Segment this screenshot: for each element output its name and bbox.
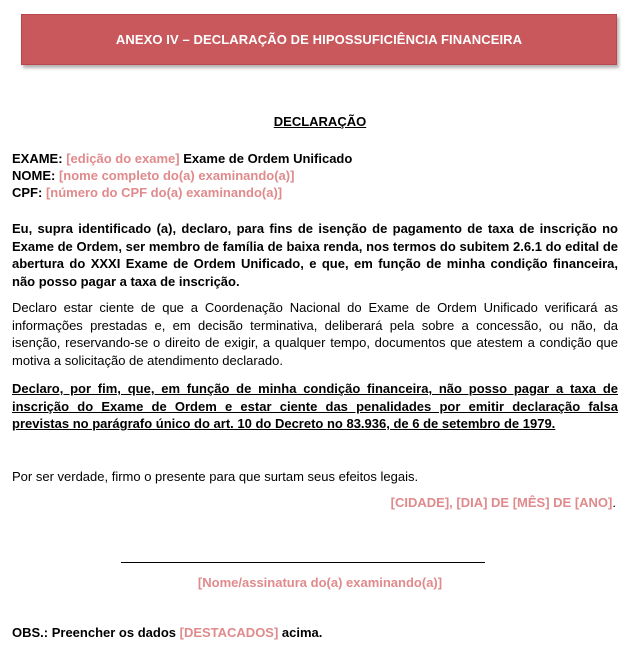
declaration-title: DECLARAÇÃO: [273, 114, 367, 129]
paragraph-3: Declaro, por fim, que, em função de minha condição financeira, não posso pagar a taxa de inscrição do Exame de Ordem e estar ciente das penalidades por emitir declaração falsa previstas no parágrafo único do art. 10 do Decreto no 83.936, de 6 de setembro de 1979.: [12, 381, 618, 432]
city-date-placeholder: [CIDADE], [DIA] DE [MÊS] DE [ANO]: [390, 495, 613, 510]
closing-text: Por ser verdade, firmo o presente para que surtam seus efeitos legais.: [12, 469, 419, 484]
signature-name: [Nome/assinatura do(a) examinando(a)]: [197, 575, 443, 590]
cpf-field: [12, 184, 282, 201]
header-banner: [21, 14, 617, 65]
nome-placeholder: [nome completo do(a) examinando(a)]: [58, 168, 295, 183]
obs-highlight: [DESTACADOS]: [179, 625, 279, 640]
exame-value: Exame de Ordem Unificado: [183, 151, 353, 166]
paragraph-2: Declaro estar ciente de que a Coordenação Nacional do Exame de Ordem Unificado verificará as informações prestadas e, em decisão terminativa, deliberará pela sobre a concessão, ou não, da isenção, reservando-se o direito de exigir, a qualquer tempo, documentos que atestem a condição que motiva a solicitação de atendimento declarado.: [12, 300, 618, 368]
cpf-placeholder: [número do CPF do(a) examinando(a)]: [45, 185, 283, 200]
city-date-period: .: [612, 495, 616, 510]
nome-label: NOME:: [12, 168, 56, 183]
exame-label: EXAME:: [12, 151, 63, 166]
obs-suffix: acima.: [278, 625, 323, 640]
nome-field: [12, 167, 294, 184]
obs-prefix: OBS.: Preencher os dados: [12, 625, 180, 640]
signature-line: [121, 562, 485, 563]
obs-note: [12, 625, 322, 640]
cpf-label: CPF:: [12, 185, 43, 200]
exame-placeholder: [edição do exame]: [66, 151, 180, 166]
city-date: [391, 495, 616, 510]
paragraph-1: Eu, supra identificado (a), declaro, para fins de isenção de pagamento de taxa de inscrição no Exame de Ordem, ser membro de família de baixa renda, nos termos do subitem 2.6.1 do edital de abertura do XXXI Exame de Ordem Unificado, e que, em função de minha condição financeira, não posso pagar a taxa de inscrição.: [12, 221, 618, 289]
exame-field: [12, 150, 352, 167]
header-title: ANEXO IV – DECLARAÇÃO DE HIPOSSUFICIÊNCIA FINANCEIRA: [115, 32, 523, 47]
